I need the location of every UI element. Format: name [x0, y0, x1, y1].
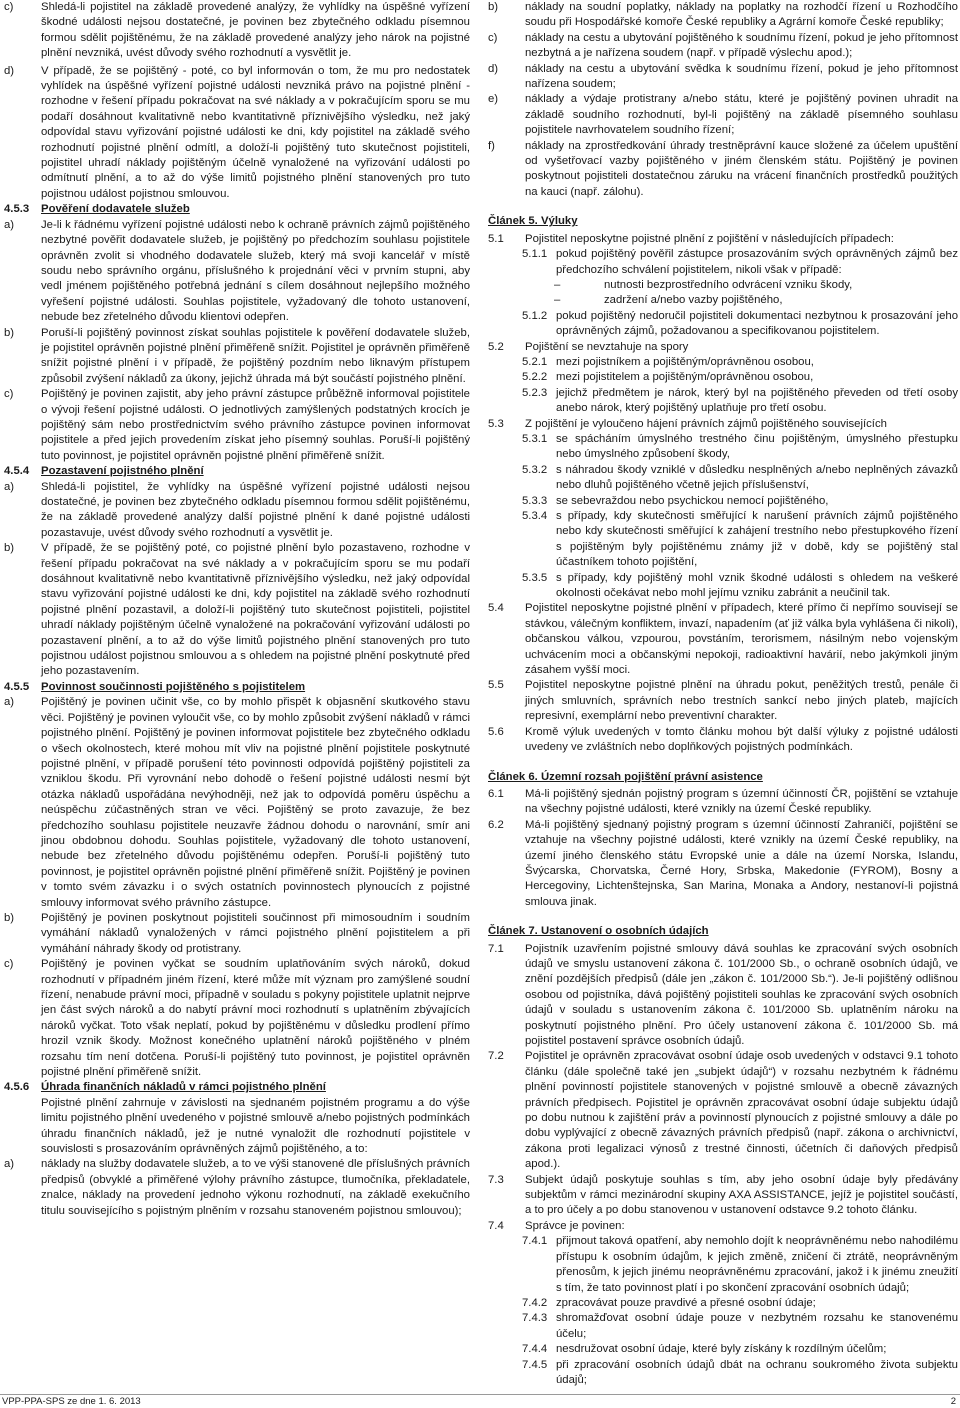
clause-text: mezi pojistitelem a pojištěným/oprávněnou osobou,	[556, 371, 814, 384]
item-label: a)	[4, 218, 15, 231]
clause-5-3-3	[488, 494, 958, 509]
clause-number: 5.3.2	[522, 463, 548, 476]
item-label: b)	[4, 542, 15, 555]
clause-6-1	[488, 787, 958, 818]
item-text: náklady na soudní poplatky, náklady na poplatky na rozhodčí řízení u Rozhodčího soudu při Hospodářské komoře České republiky a Agrární komoře České republiky;	[525, 1, 958, 29]
item-text: Pojištěný je povinen poskytnout pojistiteli součinnost při mimosoudním i soudním vymáhání nákladů vynaložených v rámci pojistného plnění pojistitelem a při vymáhání náhrady škody od protistrany.	[41, 911, 470, 955]
clause-text: s případy, kdy pojištěný mohl vznik škodné události s ohledem na veškeré okolnosti očekávat nebo mohl jejímu vzniku zabránit a neučinil tak.	[556, 571, 958, 600]
section-title: Úhrada finančních nákladů v rámci pojistného plnění	[41, 1081, 326, 1094]
item-label: e)	[488, 93, 499, 106]
clause-5-3-5	[488, 571, 958, 602]
clause-text: Pojistitel neposkytne pojistné plnění v případech, které přímo či nepřímo souvisejí se stávkou, válečným konfliktem, invazí, napadením (ať již válka byla vyhlášena či nikoli), občanskou válkou, vzpourou, povstáním, terorismem, násilným nebo vojenským uchvácením moci a občanskými nepokoji, radioaktivní havárií, nebo jakýmkoli jiným zásahem vyšší moci.	[525, 602, 958, 677]
list-item	[488, 31, 958, 62]
page-footer	[0, 1394, 960, 1408]
clause-text: Správce je povinen:	[525, 1219, 625, 1232]
list-item	[4, 541, 470, 680]
list-item	[4, 957, 470, 1080]
clause-number: 7.2	[488, 1050, 504, 1063]
item-label: c)	[4, 958, 14, 971]
item-label: b)	[488, 1, 499, 13]
item-label: a)	[4, 1158, 15, 1171]
list-item	[4, 326, 470, 388]
clause-5-2-1	[488, 355, 958, 370]
list-item	[488, 0, 958, 31]
clause-number: 5.3.3	[522, 494, 548, 507]
section-heading-4-5-5	[4, 680, 470, 695]
item-text: Shledá-li pojistitel na základě provedené analýzy, že vyhlídky na úspěšné vyřízení škodné události nejsou dostatečné, je povinen bez zbytečného odkladu písemnou formou sdělit pojištěnému, že na základě provedené analýzy jeho nárok na pojistné plnění nevzniká, uvést důvody svého rozhodnutí a vysvětlit je.	[41, 1, 470, 60]
clause-5-3-2	[488, 463, 958, 494]
dash-mark: –	[554, 294, 561, 307]
clause-number: 7.4.3	[522, 1312, 548, 1325]
clause-number: 7.4.2	[522, 1296, 548, 1309]
list-item	[4, 387, 470, 464]
clause-number: 5.4	[488, 602, 504, 615]
clause-6-2	[488, 818, 958, 910]
item-label: b)	[4, 326, 15, 339]
item-label: d)	[4, 64, 15, 77]
clause-number: 7.1	[488, 942, 504, 955]
list-item	[4, 695, 470, 911]
clause-5-3-1	[488, 432, 958, 463]
clause-number: 6.1	[488, 787, 504, 800]
item-text: Pojištěný je povinen vyčkat se soudním uplatňováním svých nároků, dokud rozhodnutí v případném jiném řízení, které může mít význam pro zamýšlené soudní řízení, nenabude právní moci, případně v souladu s pokyny pojistitele uplatnit nejprve jen část svých nároků a do nabytí právní moci rozhodnutí s uplatněním zbývajících nároků vyčkat. Toto však neplatí, pokud by pojištěnému v důsledku prodlení přímo hrozil vznik škody. Možnost konečného uplatnění nároků pojištěného v plném rozsahu tím není dotčena. Poruší-li pojištěný tuto povinnost, je pojistitel oprávněn pojistné plnění přiměřeně snížit.	[41, 958, 470, 1079]
right-column	[488, 0, 958, 1388]
clause-number: 5.6	[488, 725, 504, 738]
clause-number: 5.3.4	[522, 510, 548, 522]
clause-text: mezi pojistníkem a pojištěným/oprávněnou osobou,	[556, 355, 814, 368]
list-item	[4, 1157, 470, 1219]
section-number: 4.5.3	[4, 203, 30, 216]
clause-text: Pojistník uzavřením pojistné smlouvy dává souhlas ke zpracování svých osobních údajů ve smyslu ustanovení zákona č. 101/2000 Sb., o ochraně osobních údajů, ve znění pozdějších předpisů (dále jen „zákon č. 101/2000 Sb.“). Je-li pojištěný odlišnou osobou od pojistníka, dává pojištěný pojistiteli souhlas ke zpracování svých osobních údajů v souladu s ustanovením zákona č. 101/2000 Sb. uplatněním nároku na poskytnutí pojistného plnění. Pro účely ustanovení zákona č. 101/2000 Sb. má pojistitel postavení správce osobních údajů.	[525, 942, 958, 1047]
page-number: 2	[950, 1396, 956, 1407]
clause-5-2	[488, 340, 958, 355]
list-item	[4, 64, 470, 203]
clause-text: shromažďovat osobní údaje pouze v nezbytném rozsahu ke stanovenému účelu;	[556, 1312, 958, 1340]
clause-text: se spácháním úmyslného trestného činu pojištěným, úmyslného přestupku nebo úmyslného způsobení škody,	[556, 432, 958, 461]
item-text: náklady na služby dodavatele služeb, a to ve výši stanovené dle příslušných právních předpisů (obvyklé a přiměřené výlohy právního zástupce, tlumočníka, překladatele, znalce, náklady na provedení jednoho výkonu rozhodnutí, na základě exekučního titulu souvisejícího s pojistným plněním v rozsahu stanoveném pojistnou smlouvou);	[41, 1158, 470, 1217]
list-item	[4, 480, 470, 542]
section-number: 4.5.5	[4, 680, 30, 693]
clause-text: s případy, kdy skutečnosti směřující k narušení právních zájmů pojištěného nebo kdy skutečnosti směřující k zahájení trestního nebo přestupkového řízení s pojištěným byly pojištěnému známy již v době, kdy se pojištěný stal účastníkem tohoto pojištění,	[556, 510, 958, 569]
item-text: V případě, že se pojištěný poté, co pojistné plnění bylo pozastaveno, rozhodne v řešení případu pokračovat na své náklady a v pokračujícím sporu se mu podaří dosáhnout kvalitativně nebo kvantitativně příznivějšího výsledku, než jaký odpovídal stavu vyřizování pojistné události ke dni, kdy pojistitel na základě svého rozhodnutí pojistné plnění pozastavil, a doloží-li pojištěný tuto skutečnost pojistiteli, pojistitel uhradí náklady pojištěným účelně vynaložené na pokračování vyřizování události po pozastavení plnění, a to až do výše limitů pojistného plnění stanovených pro tuto pojistnou událost pojistnou smlouvou a s ohledem na pojistné plnění poskytnuté před jeho pozastavením.	[41, 542, 470, 678]
section-title: Povinnost součinnosti pojištěného s pojistitelem	[41, 680, 306, 693]
item-text: Pojištěný je povinen zajistit, aby jeho právní zástupce průběžně informoval pojistitele o vývoji řešení pojistné události. O jednotlivých zamýšlených podstatných krocích je pojištěný sám nebo prostřednictvím svého právního zástupce povinen informovat pojistitele a před jejich provedením získat jeho písemný souhlas. Poruší-li pojištěný tuto povinnost, je pojistitel oprávněn pojistné plnění přiměřeně snížit.	[41, 388, 470, 462]
clause-text: Má-li pojištěný sjednaný pojistný program s územní účinností Zahraničí, pojištění se vztahuje na všechny pojistné události, které vznikly na území České republiky, na území jiného členského státu Evropské unie a dále na území Norska, Islandu, Švýcarska, Chorvatska, Černé Hory, Srbska, Makedonie (FYROM), Bosny a Hercegoviny, Lichtenštejnska, San Marina, Monaka a Andory, nestanoví-li pojistná smlouva jinak.	[525, 818, 958, 908]
clause-text: přijmout taková opatření, aby nemohlo dojít k neoprávněnému nebo nahodilému přístupu k osobním údajům, k jejich změně, zničení či ztrátě, neoprávněným přenosům, k jejich jinému neoprávněnému zpracování, jakož i k jinému zneužití s tím, že tato povinnost platí i po skončení zpracování osobních údajů;	[556, 1235, 958, 1294]
item-label: a)	[4, 480, 15, 493]
item-label: c)	[488, 31, 498, 44]
clause-text: pokud pojištěný nedoručil pojistiteli dokumentaci nezbytnou k prosazování jeho oprávněných zájmů, požadovanou a specifikovanou pojistitelem.	[556, 309, 958, 338]
item-label: d)	[488, 62, 499, 75]
clause-number: 5.3	[488, 417, 504, 430]
section-intro: Pojistné plnění zahrnuje v závislosti na sjednaném pojistném programu a do výše limitu pojistného plnění uvedeného v pojistné smlouvě a/nebo pojistných podmínkách úhradu finančních nákladů, jež je nutné vynaložit dle rozhodnutí pojistitele v souvislosti s prosazováním oprávněných zájmů pojištěného, a to:	[41, 1096, 470, 1156]
clause-text: jejichž předmětem je nárok, který byl na pojištěného převeden od třetí osoby anebo nárok, který pojištěný uplatňuje pro třetí osobu.	[556, 386, 958, 415]
clause-text: Z pojištění je vyloučeno hájení právních zájmů pojištěného souvisejících	[525, 417, 887, 430]
clause-number: 6.2	[488, 818, 504, 831]
clause-5-3	[488, 417, 958, 432]
item-label: b)	[4, 911, 15, 924]
item-text: V případě, že se pojištěný - poté, co byl informován o tom, že mu pro nedostatek vyhlídek na úspěšné vyřízení pojistné události nevzniká právo na pojistné plnění - rozhodne v řešení případu pokračovat na své náklady a v pokračujícím sporu se mu podaří dosáhnout kvalitativně nebo kvantitativně příznivějšího výsledku, než jaký odpovídal stavu vyřizování pojistné události ke dni, kdy pojistitel na základě svého rozhodnutí pojistné plnění odmítl, a doloží-li pojištěný tuto skutečnost pojistiteli, pojistitel uhradí náklady pojištěným účelně vynaložené na vyřizování události po odmítnutí plnění, a to až do výše limitů pojistného plnění stanovených pro tuto pojistnou událost pojistnou smlouvou.	[41, 64, 470, 200]
clause-text: Pojištění se nevztahuje na spory	[525, 340, 689, 353]
item-text: Je-li k řádnému vyřízení pojistné události nebo k ochraně právních zájmů pojištěného nezbytné pověřit dodavatele služeb, je pojištěný po předchozím souhlasu pojistitele oprávněn zvolit si vhodného dodavatele služeb, který má svoji kancelář v místě soudu nebo správního orgánu, příslušného k projednání věci v prvním stupni, aby vedl jménem pojištěného potřebná jednání s cílem dosáhnout nejlepšího možného vyřešení pojistné události. Souhlas pojistitele, vyžadovaný dle tohoto ustanovení, nebude bez zřetelného důvodu klientovi odepřen.	[41, 218, 470, 324]
clause-text: Pojistitel neposkytne pojistné plnění na úhradu pokut, peněžitých trestů, penále či jiných smluvních, správních nebo trestních sankcí nebo jiných plateb, majících represivní, exemplární nebo preventivní charakter.	[525, 679, 958, 723]
clause-7-4-3	[488, 1311, 958, 1342]
item-label: f)	[488, 139, 495, 152]
item-text: náklady na zprostředkování úhrady trestněprávní kauce složené za účelem upuštění od vyšetřovací vazby pojištěného v jiném členském státu. Pojištěný je povinen poskytnout pojistiteli dostatečnou záruku na vrácení finančních prostředků použitých na kauci (např. zálohu).	[525, 139, 958, 198]
item-label: a)	[4, 696, 15, 709]
article-7-title: Článek 7. Ustanovení o osobních údajích	[488, 925, 709, 938]
list-item	[4, 911, 470, 957]
list-item	[488, 62, 958, 93]
clause-number: 7.3	[488, 1173, 504, 1186]
clause-7-4-1	[488, 1234, 958, 1296]
item-text: Shledá-li pojistitel, že vyhlídky na úspěšné vyřízení pojistné události nejsou dostatečné, je povinen bez zbytečného odkladu písemnou formou sdělit pojištěnému, že na základě provedené analýzy další pojistné plnění k dané pojistné události pozastavuje, uvést důvody svého rozhodnutí a vysvětlit je.	[41, 480, 470, 539]
clause-7-2	[488, 1049, 958, 1172]
clause-number: 5.2.1	[522, 355, 548, 368]
left-column	[4, 0, 470, 1219]
clause-text: Kromě výluk uvedených v tomto článku mohou být další výluky z pojistné události uvedeny ve zvláštních nebo doplňkových pojistných podmínkách.	[525, 725, 958, 754]
list-item	[488, 92, 958, 138]
clause-text: Má-li pojištěný sjednán pojistný program s územní účinností ČR, pojištění se vztahuje na všechny pojistné události, které vznikly na území České republiky.	[525, 787, 958, 816]
clause-text: se sebevraždou nebo psychickou nemocí pojištěného,	[556, 494, 829, 507]
clause-7-4	[488, 1219, 958, 1234]
clause-5-1	[488, 232, 958, 247]
clause-text: Pojistitel je oprávněn zpracovávat osobní údaje osob uvedených v odstavci 9.1 tohoto článku (dále společně také jen „subjekt údajů“) v rozsahu nezbytném k řádnému plnění povinností pojistitele stanovených v pojistné smlouvě a obecně závazných právních předpisech. Pojistitel je oprávněn zpracovávat osobní údaje subjektu údajů po dobu nutnou k zajištění práv a povinností plynoucích z pojistné smlouvy a dále po dobu vyplývající z obecně závazných právních předpisů (např. zákona o archivnictví, zákona proti legalizaci výnosů z trestné činnosti, účetních či daňových předpisů apod.).	[525, 1050, 958, 1171]
clause-number: 5.2.3	[522, 386, 548, 399]
clause-5-1-1	[488, 247, 958, 278]
section-heading-4-5-6	[4, 1080, 470, 1095]
clause-5-2-3	[488, 386, 958, 417]
list-item	[4, 0, 470, 62]
clause-7-4-5	[488, 1358, 958, 1389]
clause-number: 5.2	[488, 340, 504, 353]
clause-text: Subjekt údajů poskytuje souhlas s tím, aby jeho osobní údaje byly předávány subjektům v rámci mezinárodní skupiny AXA ASSISTANCE, jejíž je pojistitel součástí, a to pro účely a po dobu stanovenou v ustanovení odstavce 9.2 tohoto článku.	[525, 1173, 958, 1217]
section-number: 4.5.4	[4, 465, 30, 478]
item-text: náklady a výdaje protistrany a/nebo státu, které je pojištěný povinen uhradit na základě soudního rozhodnutí, byl-li pojištěný na základě písemného souhlasu pojistitele navrhovatelem soudního řízení;	[525, 93, 958, 137]
section-title: Pozastavení pojistného plnění	[41, 465, 204, 478]
clause-text: s náhradou škody vzniklé v důsledku nesplněných a/nebo neplněných závazků nebo dluhů pojištěného včetně jejich příslušenství,	[556, 463, 958, 492]
clause-5-6	[488, 725, 958, 756]
clause-5-4	[488, 601, 958, 678]
clause-number: 5.3.1	[522, 432, 548, 445]
section-heading-4-5-4	[4, 464, 470, 479]
list-item	[488, 139, 958, 201]
clause-5-3-4	[488, 509, 958, 571]
clause-text: nesdružovat osobní údaje, které byly získány k rozdílným účelům;	[556, 1343, 887, 1356]
clause-text: při zpracování osobních údajů dbát na ochranu soukromého života subjektu údajů;	[556, 1358, 958, 1386]
clause-number: 5.1	[488, 232, 504, 245]
article-6-title: Článek 6. Územní rozsah pojištění právní asistence	[488, 770, 763, 783]
clause-number: 7.4.5	[522, 1358, 548, 1371]
item-label: c)	[4, 1, 14, 13]
clause-number: 7.4.1	[522, 1235, 548, 1248]
section-number: 4.5.6	[4, 1081, 30, 1094]
clause-number: 5.3.5	[522, 571, 548, 584]
item-text: náklady na cestu a ubytování pojištěného k soudnímu řízení, pokud je jeho přítomnost nezbytná a je nařízena soudem (např. v případě výslechu apod.);	[525, 31, 958, 60]
footer-document-id: VPP-PPA-SPS ze dne 1. 6. 2013	[2, 1396, 141, 1407]
clause-number: 7.4.4	[522, 1343, 548, 1356]
clause-number: 5.5	[488, 679, 504, 692]
article-5-title: Článek 5. Výluky	[488, 215, 578, 228]
dash-item	[488, 278, 958, 293]
clause-number: 5.1.2	[522, 309, 548, 322]
clause-number: 5.2.2	[522, 371, 548, 384]
clause-text: pokud pojištěný pověřil zástupce prosazováním svých oprávněných zájmů bez předchozího schválení pojistitelem, nikoli však v případě:	[556, 248, 958, 276]
clause-text: Pojistitel neposkytne pojistné plnění z pojištění v následujících případech:	[525, 232, 894, 245]
section-title: Pověření dodavatele služeb	[41, 203, 190, 216]
clause-number: 5.1.1	[522, 248, 548, 261]
clause-5-1-2	[488, 309, 958, 340]
section-heading-4-5-3	[4, 202, 470, 217]
dash-text: zadržení a/nebo vazby pojištěného,	[604, 294, 783, 307]
clause-7-4-2	[488, 1296, 958, 1311]
clause-7-1	[488, 942, 958, 1050]
dash-item	[488, 293, 958, 308]
clause-7-3	[488, 1173, 958, 1219]
clause-5-2-2	[488, 370, 958, 385]
clause-text: zpracovávat pouze pravdivé a přesné osobní údaje;	[556, 1296, 816, 1309]
item-text: náklady na cestu a ubytování svědka k soudnímu řízení, pokud je jeho přítomnost nařízena soudem;	[525, 62, 958, 91]
item-text: Poruší-li pojištěný povinnost získat souhlas pojistitele k pověření dodavatele služeb, je pojistitel oprávněn pojistné plnění přiměřeně snížit. Pojistitel je oprávněn přiměřeně snížit pojistné plnění i v případě, že pojištěný pozdním nebo liknavým přístupem způsobil zvýšení nákladů za úkony, jejichž úhrada má být součástí pojistného plnění.	[41, 326, 470, 385]
item-text: Pojištěný je povinen učinit vše, co by mohlo přispět k objasnění skutkového stavu věci. Pojištěný je povinen vyloučit vše, co by mohlo způsobit zvýšení nákladů v rámci pojistného plnění. Pojištěný je povinen informovat pojistitele bez zbytečného odkladu o všech okolnostech, které mohou mít vliv na pojistné plnění pojistitele poskytnuté pojistné plnění, v případě porušení této povinnosti odpovídá pojištěný pojistiteli za vzniklou škodu. Při vyrovnání nebo dohodě o řešení pojistné události nesmí být otázka nákladů uspořádána nevýhodněji, než jak to odpovídá poměru úspěchu a neúspěchu zúčastněných stran ve věci. Pojištěný se proto zavazuje, že bez předchozího souhlasu pojistitele neuzavře žádnou dohodu o narovnání, smír ani jinou obdobnou dohodu. Souhlas pojistitele, vyžadovaný dle tohoto ustanovení, nebude bez zřetelného důvodu pojištěnému odepřen. Poruší-li pojištěný tuto povinnost, je pojistitel oprávněn pojistné plnění přiměřeně snížit. Pojištěný je povinen v tomto svém závazku i o svých ostatních povinnostech plynoucích z pojistné smlouvy informovat svého právního zástupce.	[41, 696, 470, 909]
list-item	[4, 218, 470, 326]
clause-7-4-4	[488, 1342, 958, 1357]
item-label: c)	[4, 388, 14, 401]
clause-5-5	[488, 678, 958, 724]
clause-number: 7.4	[488, 1219, 504, 1232]
dash-mark: –	[554, 278, 561, 291]
dash-text: nutnosti bezprostředního odvrácení vzniku škody,	[604, 278, 853, 291]
